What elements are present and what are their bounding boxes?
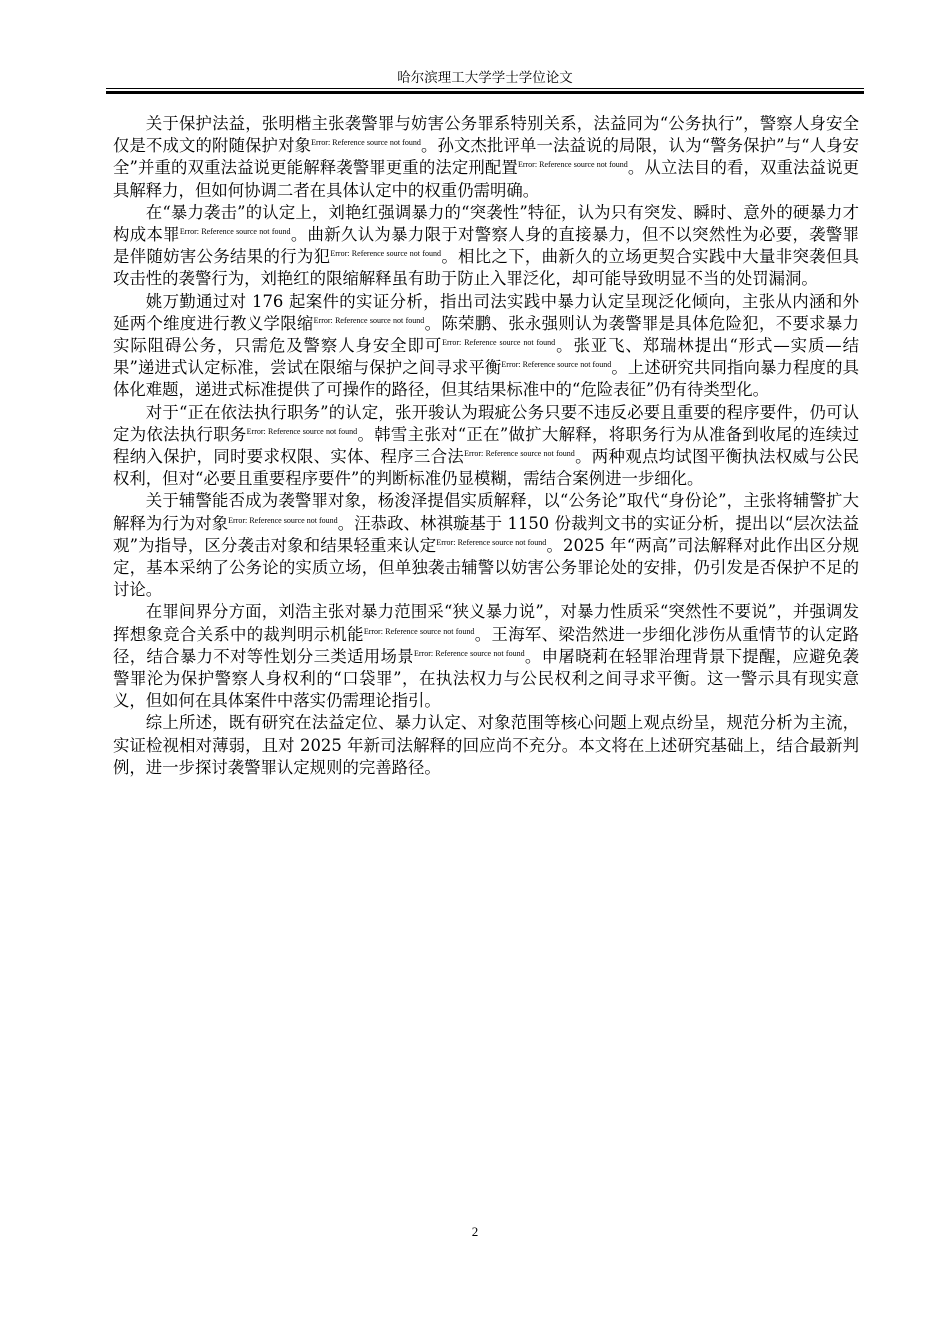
paragraph bbox=[113, 291, 859, 402]
paragraph bbox=[113, 712, 859, 779]
paragraph bbox=[113, 490, 859, 601]
citation-error-marker: Error: Reference source not found bbox=[442, 338, 556, 348]
paragraph-text: 。两种观点均试图平衡执法权威与公民权利，但对“必要且重要程序要件”的判断标准仍显模糊，需结合案例进一步细化。 bbox=[113, 447, 859, 489]
citation-error-marker: Error: Reference source not found bbox=[413, 648, 525, 658]
citation-error-marker: Error: Reference source not found bbox=[330, 249, 441, 259]
citation-error-marker: Error: Reference source not found bbox=[246, 426, 358, 436]
citation-error-marker: Error: Reference source not found bbox=[313, 315, 425, 325]
paragraph-text: 在罪间界分方面，刘浩主张对暴力范围采“狭义暴力说”，对暴力性质采“突然性不要说”，并强调发挥想象竞合关系中的裁判明示机能 bbox=[113, 602, 859, 644]
paragraph-text: 。汪恭政、林祺璇基于 1150 份裁判文书的实证分析，提出以“层次法益观”为指导，区分袭击对象和结果轻重来认定 bbox=[113, 513, 859, 555]
paragraph bbox=[113, 601, 859, 712]
paragraph-text: 姚万勤通过对 176 起案件的实证分析，指出司法实践中暴力认定呈现泛化倾向，主张从内涵和外延两个维度进行教义学限缩 bbox=[113, 291, 859, 333]
citation-error-marker: Error: Reference source not found bbox=[501, 360, 612, 370]
paragraph-text: 。上述研究共同指向暴力程度的具体化难题，递进式标准提供了可操作的路径，但其结果标准中的“危险表征”仍有待类型化。 bbox=[113, 358, 859, 400]
header-rule bbox=[106, 88, 864, 94]
paragraph-text: 。张亚飞、郑瑞林提出“形式—实质—结果”递进式认定标准，尝试在限缩与保护之间寻求平衡 bbox=[113, 336, 859, 378]
citation-error-marker: Error: Reference source not found bbox=[517, 160, 628, 170]
paragraph-text: 综上所述，既有研究在法益定位、暴力认定、对象范围等核心问题上观点纷呈，规范分析为主流，实证检视相对薄弱，且对 2025 年新司法解释的回应尚不充分。本文将在上述研究基础上，结合最新判例，进一步探讨袭警罪认定规则的完善路径。 bbox=[113, 713, 859, 777]
citation-error-marker: Error: Reference source not found bbox=[464, 449, 575, 459]
citation-error-marker: Error: Reference source not found bbox=[436, 537, 547, 547]
paragraph-text: 在“暴力袭击”的认定上，刘艳红强调暴力的“突袭性”特征，认为只有突发、瞬时、意外的硬暴力才构成本罪 bbox=[113, 202, 859, 245]
paragraph-text: 。曲新久认为暴力限于对警察人身的直接暴力，但不以突然性为必要，袭警罪是伴随妨害公务结果的行为犯 bbox=[113, 225, 859, 267]
paragraph-text: 。陈荣鹏、张永强则认为袭警罪是具体危险犯，不要求暴力实际阻碍公务，只需危及警察人身安全即可 bbox=[113, 313, 860, 356]
paragraph-text: 对于“正在依法执行职务”的认定，张开骏认为瑕疵公务只要不违反必要且重要的程序要件，仍可认定为依法执行职务 bbox=[113, 402, 859, 444]
paragraph-text: 。孙文杰批评单一法益说的局限，认为“警务保护”与“人身安全”并重的双重法益说更能解释袭警罪更重的法定刑配置 bbox=[113, 136, 859, 178]
paragraph bbox=[113, 202, 859, 291]
citation-error-marker: Error: Reference source not found bbox=[311, 138, 421, 148]
citation-error-marker: Error: Reference source not found bbox=[228, 515, 338, 525]
page-number: 2 bbox=[471, 1224, 479, 1239]
paragraph-text: 关于保护法益，张明楷主张袭警罪与妨害公务罪系特别关系，法益同为“公务执行”，警察人身安全仅是不成文的附随保护对象 bbox=[113, 114, 859, 156]
paragraph bbox=[113, 113, 859, 202]
paragraph-text: 。韩雪主张对“正在”做扩大解释，将职务行为从准备到收尾的连续过程纳入保护，同时要求权限、实体、程序三合法 bbox=[113, 424, 859, 467]
body-text bbox=[113, 113, 859, 779]
citation-error-marker: Error: Reference source not found bbox=[179, 227, 291, 237]
citation-error-marker: Error: Reference source not found bbox=[363, 626, 475, 636]
paragraph-text: 。相比之下，曲新久的立场更契合实践中大量非突袭但具攻击性的袭警行为，刘艳红的限缩解释虽有助于防止入罪泛化，却可能导致明显不当的处罚漏洞。 bbox=[113, 247, 859, 289]
paragraph-text: 。王海军、梁浩然进一步细化涉伤从重情节的认定路径，结合暴力不对等性划分三类适用场景 bbox=[113, 624, 859, 666]
paragraph-text: 。申屠晓莉在轻罪治理背景下提醒，应避免袭警罪沦为保护警察人身权利的“口袋罪”，在执法权力与公民权利之间寻求平衡。这一警示具有现实意义，但如何在具体案件中落实仍需理论指引。 bbox=[113, 646, 860, 711]
paragraph-text: 。2025 年“两高”司法解释对此作出区分规定，基本采纳了公务论的实质立场，但单独袭击辅警以妨害公务罪论处的安排，仍引发是否保护不足的讨论。 bbox=[113, 535, 860, 600]
paragraph bbox=[113, 402, 859, 491]
paragraph-text: 。从立法目的看，双重法益说更具解释力，但如何协调二者在具体认定中的权重仍需明确。 bbox=[113, 158, 859, 200]
paragraph-text: 关于辅警能否成为袭警罪对象，杨浚泽提倡实质解释，以“公务论”取代“身份论”，主张将辅警扩大解释为行为对象 bbox=[113, 491, 859, 533]
running-header: 哈尔滨理工大学学士学位论文 bbox=[397, 70, 573, 86]
